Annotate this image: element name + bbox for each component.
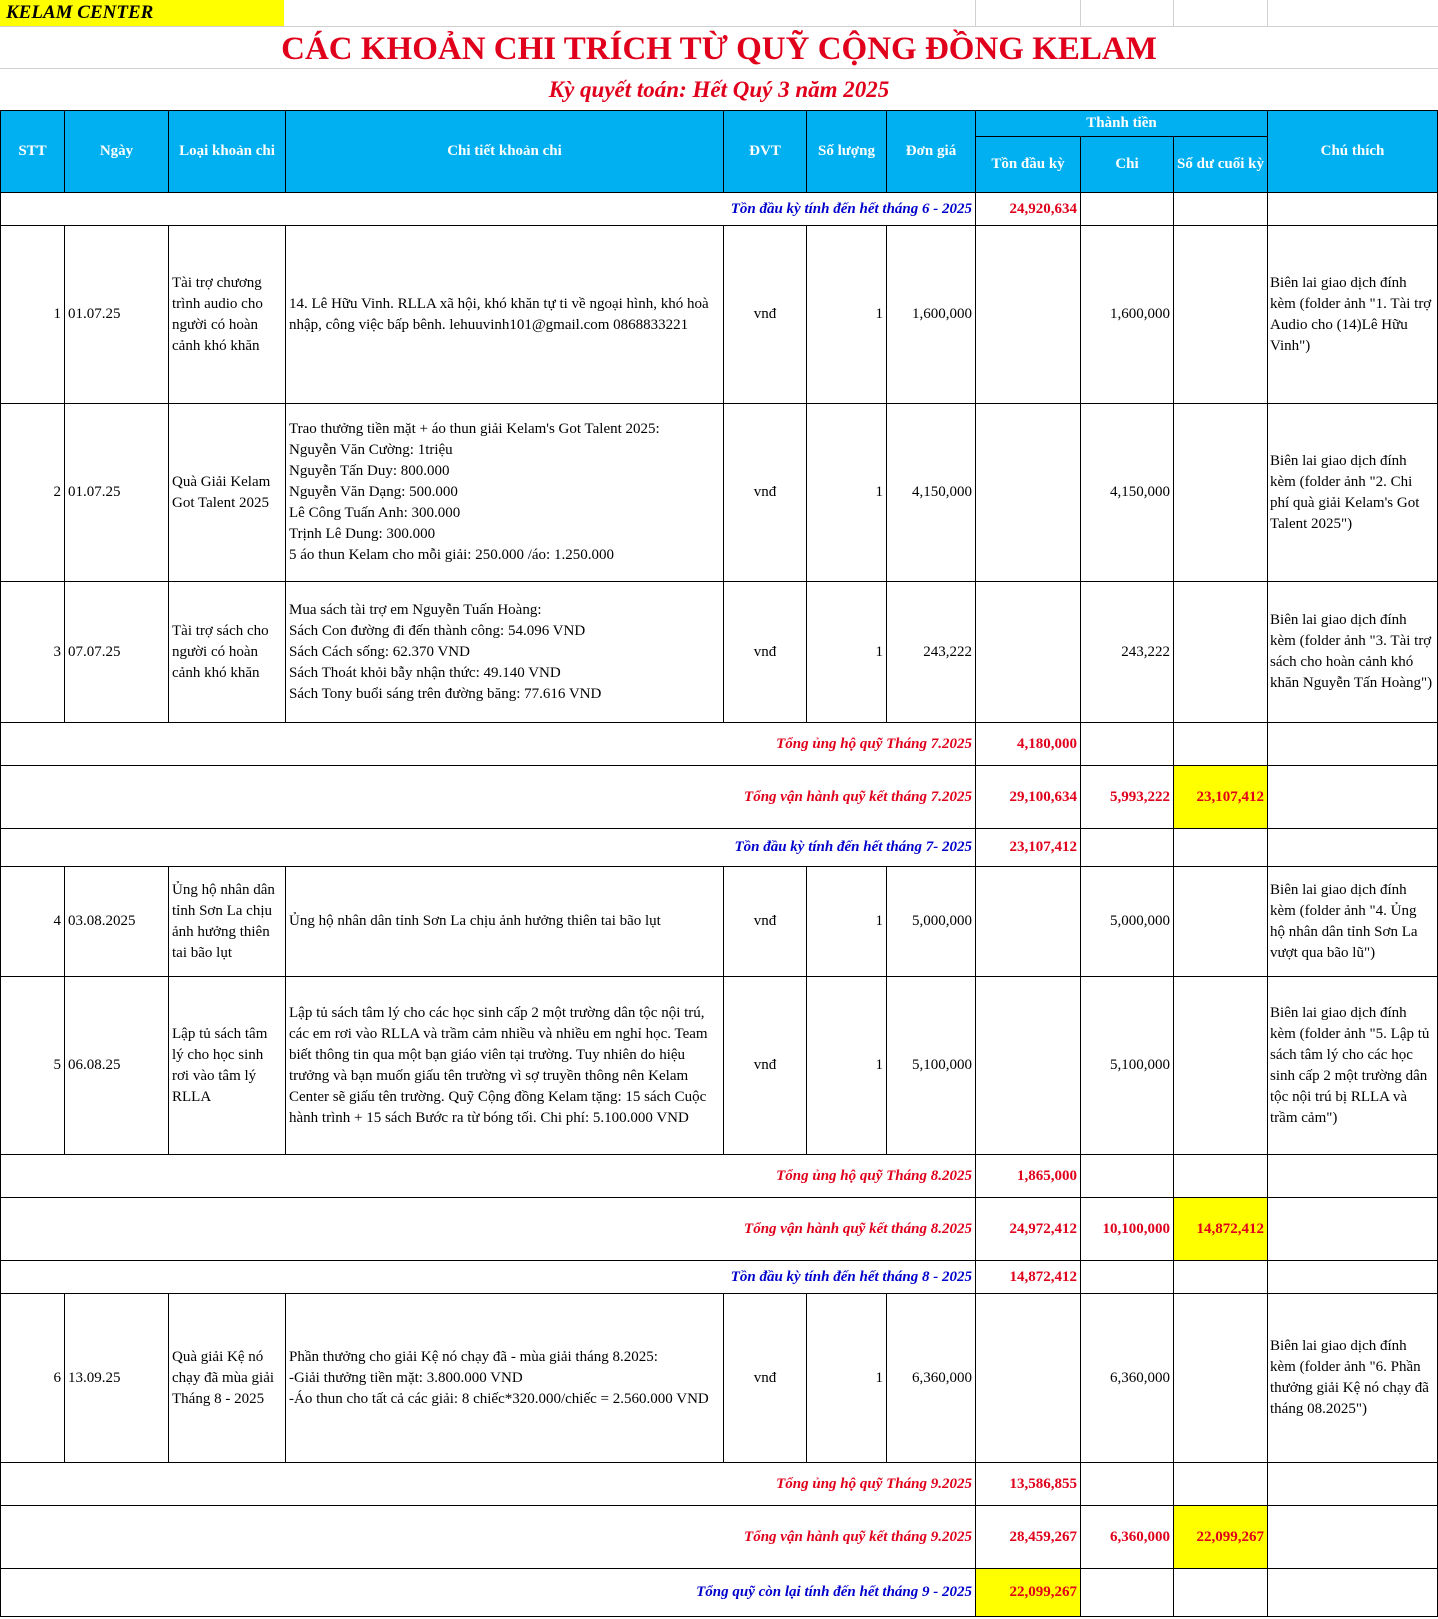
unit-cell: vnđ bbox=[724, 582, 807, 723]
operation-closing: 22,099,267 bbox=[1174, 1506, 1268, 1569]
stt-cell: 3 bbox=[1, 582, 65, 723]
grid-line bbox=[975, 0, 976, 26]
type-cell: Tài trợ chương trình audio cho người có hoàn cảnh khó khăn bbox=[169, 226, 286, 404]
opening-label: Tồn đầu kỳ tính đến hết tháng 6 - 2025 bbox=[1, 193, 976, 226]
opening-balance-row bbox=[1, 1261, 1438, 1294]
opening-balance-row bbox=[1, 193, 1438, 226]
unit-cell: vnđ bbox=[724, 1294, 807, 1463]
header-spent: Chi bbox=[1081, 137, 1174, 193]
note-cell: Biên lai giao dịch đính kèm (folder ảnh "3. Tài trợ sách cho hoàn cảnh khó khăn Nguyễn Tấn Hoàng") bbox=[1268, 582, 1438, 723]
table-row bbox=[1, 977, 1438, 1155]
unit-cell: vnđ bbox=[724, 867, 807, 977]
expense-table bbox=[0, 110, 1438, 1617]
qty-cell: 1 bbox=[807, 404, 887, 582]
support-value: 4,180,000 bbox=[976, 723, 1081, 766]
unit-cell: vnđ bbox=[724, 977, 807, 1155]
header-unit-price: Đơn giá bbox=[887, 111, 976, 193]
spent-cell: 1,600,000 bbox=[1081, 226, 1174, 404]
support-value: 1,865,000 bbox=[976, 1155, 1081, 1198]
date-cell: 01.07.25 bbox=[65, 404, 169, 582]
note-cell: Biên lai giao dịch đính kèm (folder ảnh "5. Lập tủ sách tâm lý cho các học sinh cấp 2 một trường dân tộc nội trú bị RLLA và trầm cảm") bbox=[1268, 977, 1438, 1155]
grid-line bbox=[1267, 0, 1268, 26]
operation-spent: 5,993,222 bbox=[1081, 766, 1174, 829]
detail-cell: Lập tủ sách tâm lý cho các học sinh cấp 2 một trường dân tộc nội trú, các em rơi vào RLLA và trầm cảm nhiều và nhiều em nghỉ học. Team biết thông tin qua một bạn giáo viên tại trường. Tuy nhiên do hiệu trưởng và bạn muốn giấu tên trường vì sợ truyền thông nên Kelam Center sẽ giấu tên trường. Quỹ Cộng đồng Kelam tặng: 15 sách Cuộc hành trình + 15 sách Bước ra từ bóng tối. Chi phí: 5.100.000 VND bbox=[286, 977, 724, 1155]
detail-cell: Ủng hộ nhân dân tỉnh Sơn La chịu ảnh hưởng thiên tai bão lụt bbox=[286, 867, 724, 977]
operation-closing: 23,107,412 bbox=[1174, 766, 1268, 829]
date-cell: 06.08.25 bbox=[65, 977, 169, 1155]
date-cell: 03.08.2025 bbox=[65, 867, 169, 977]
spent-cell: 4,150,000 bbox=[1081, 404, 1174, 582]
brand-label: KELAM CENTER bbox=[0, 0, 284, 26]
spent-cell: 6,360,000 bbox=[1081, 1294, 1174, 1463]
opening-label: Tồn đầu kỳ tính đến hết tháng 8 - 2025 bbox=[1, 1261, 976, 1294]
date-cell: 07.07.25 bbox=[65, 582, 169, 723]
operation-spent: 10,100,000 bbox=[1081, 1198, 1174, 1261]
type-cell: Lập tủ sách tâm lý cho học sinh rơi vào tâm lý RLLA bbox=[169, 977, 286, 1155]
stt-cell: 5 bbox=[1, 977, 65, 1155]
spent-cell: 5,100,000 bbox=[1081, 977, 1174, 1155]
note-cell: Biên lai giao dịch đính kèm (folder ảnh "6. Phần thưởng giải Kệ nó chạy đã tháng 08.2025") bbox=[1268, 1294, 1438, 1463]
operation-row bbox=[1, 1198, 1438, 1261]
opening-value: 23,107,412 bbox=[976, 829, 1081, 867]
table-row bbox=[1, 1294, 1438, 1463]
header-note: Chú thích bbox=[1268, 111, 1438, 193]
qty-cell: 1 bbox=[807, 226, 887, 404]
qty-cell: 1 bbox=[807, 867, 887, 977]
date-cell: 01.07.25 bbox=[65, 226, 169, 404]
final-balance-row bbox=[1, 1569, 1438, 1617]
operation-opening: 29,100,634 bbox=[976, 766, 1081, 829]
detail-cell: Trao thưởng tiền mặt + áo thun giải Kelam's Got Talent 2025: Nguyễn Văn Cường: 1triệu Nguyễn Tấn Duy: 800.000 Nguyễn Văn Dạng: 500.000 Lê Công Tuấn Anh: 300.000 Trịnh Lê Dung: 300.000 5 áo thun Kelam cho mỗi giải: 250.000 /áo: 1.250.000 bbox=[286, 404, 724, 582]
support-label: Tổng ủng hộ quỹ Tháng 8.2025 bbox=[1, 1155, 976, 1198]
header-opening: Tồn đầu kỳ bbox=[976, 137, 1081, 193]
operation-spent: 6,360,000 bbox=[1081, 1506, 1174, 1569]
price-cell: 5,000,000 bbox=[887, 867, 976, 977]
support-label: Tổng ủng hộ quỹ Tháng 9.2025 bbox=[1, 1463, 976, 1506]
support-value: 13,586,855 bbox=[976, 1463, 1081, 1506]
grid-line bbox=[1173, 0, 1174, 26]
type-cell: Quà giải Kệ nó chạy đã mùa giải Tháng 8 - 2025 bbox=[169, 1294, 286, 1463]
header-closing: Số dư cuối kỳ bbox=[1174, 137, 1268, 193]
opening-value: 24,920,634 bbox=[976, 193, 1081, 226]
operation-closing: 14,872,412 bbox=[1174, 1198, 1268, 1261]
unit-cell: vnđ bbox=[724, 226, 807, 404]
price-cell: 5,100,000 bbox=[887, 977, 976, 1155]
price-cell: 243,222 bbox=[887, 582, 976, 723]
operation-label: Tổng vận hành quỹ kết tháng 7.2025 bbox=[1, 766, 976, 829]
header-quantity: Số lượng bbox=[807, 111, 887, 193]
header-stt: STT bbox=[1, 111, 65, 193]
detail-cell: Phần thưởng cho giải Kệ nó chạy đã - mùa giải tháng 8.2025: -Giải thưởng tiền mặt: 3.800.000 VND -Áo thun cho tất cả các giải: 8 chiếc*320.000/chiếc = 2.560.000 VND bbox=[286, 1294, 724, 1463]
support-label: Tổng ủng hộ quỹ Tháng 7.2025 bbox=[1, 723, 976, 766]
operation-row bbox=[1, 1506, 1438, 1569]
header-date: Ngày bbox=[65, 111, 169, 193]
price-cell: 4,150,000 bbox=[887, 404, 976, 582]
operation-row bbox=[1, 766, 1438, 829]
operation-opening: 24,972,412 bbox=[976, 1198, 1081, 1261]
qty-cell: 1 bbox=[807, 582, 887, 723]
note-cell: Biên lai giao dịch đính kèm (folder ảnh "4. Ủng hộ nhân dân tỉnh Sơn La vượt qua bão lũ") bbox=[1268, 867, 1438, 977]
opening-value: 14,872,412 bbox=[976, 1261, 1081, 1294]
header-amount: Thành tiền bbox=[976, 111, 1268, 137]
type-cell: Quà Giải Kelam Got Talent 2025 bbox=[169, 404, 286, 582]
support-row bbox=[1, 1463, 1438, 1506]
unit-cell: vnđ bbox=[724, 404, 807, 582]
header-type: Loại khoản chi bbox=[169, 111, 286, 193]
page-title: CÁC KHOẢN CHI TRÍCH TỪ QUỸ CỘNG ĐỒNG KELAM bbox=[281, 31, 1157, 67]
page-subtitle: Kỳ quyết toán: Hết Quý 3 năm 2025 bbox=[548, 77, 890, 102]
table-row bbox=[1, 867, 1438, 977]
grid-line bbox=[0, 26, 1438, 27]
grid-line bbox=[0, 68, 1438, 69]
stt-cell: 1 bbox=[1, 226, 65, 404]
qty-cell: 1 bbox=[807, 977, 887, 1155]
date-cell: 13.09.25 bbox=[65, 1294, 169, 1463]
operation-label: Tổng vận hành quỹ kết tháng 9.2025 bbox=[1, 1506, 976, 1569]
stt-cell: 6 bbox=[1, 1294, 65, 1463]
qty-cell: 1 bbox=[807, 1294, 887, 1463]
grid-line bbox=[1080, 0, 1081, 26]
detail-cell: 14. Lê Hữu Vinh. RLLA xã hội, khó khăn tự ti về ngoại hình, khó hoà nhập, công việc bấp bênh. lehuuvinh101@gmail.com 0868833221 bbox=[286, 226, 724, 404]
note-cell: Biên lai giao dịch đính kèm (folder ảnh "1. Tài trợ Audio cho (14)Lê Hữu Vinh") bbox=[1268, 226, 1438, 404]
spent-cell: 243,222 bbox=[1081, 582, 1174, 723]
final-value: 22,099,267 bbox=[976, 1569, 1081, 1617]
table-row bbox=[1, 404, 1438, 582]
table-row bbox=[1, 226, 1438, 404]
type-cell: Tài trợ sách cho người có hoàn cảnh khó khăn bbox=[169, 582, 286, 723]
price-cell: 1,600,000 bbox=[887, 226, 976, 404]
final-label: Tổng quỹ còn lại tính đến hết tháng 9 - 2025 bbox=[1, 1569, 976, 1617]
note-cell: Biên lai giao dịch đính kèm (folder ảnh "2. Chi phí quà giải Kelam's Got Talent 2025") bbox=[1268, 404, 1438, 582]
operation-opening: 28,459,267 bbox=[976, 1506, 1081, 1569]
support-row bbox=[1, 1155, 1438, 1198]
detail-cell: Mua sách tài trợ em Nguyễn Tuấn Hoàng: Sách Con đường đi đến thành công: 54.096 VND Sách Cách sống: 62.370 VND Sách Thoát khỏi bẫy nhận thức: 49.140 VND Sách Tony buổi sáng trên đường băng: 77.616 VND bbox=[286, 582, 724, 723]
header-detail: Chi tiết khoản chi bbox=[286, 111, 724, 193]
type-cell: Ủng hộ nhân dân tỉnh Sơn La chịu ảnh hưởng thiên tai bão lụt bbox=[169, 867, 286, 977]
opening-label: Tồn đầu kỳ tính đến hết tháng 7- 2025 bbox=[1, 829, 976, 867]
table-row bbox=[1, 582, 1438, 723]
header-unit: ĐVT bbox=[724, 111, 807, 193]
operation-label: Tổng vận hành quỹ kết tháng 8.2025 bbox=[1, 1198, 976, 1261]
price-cell: 6,360,000 bbox=[887, 1294, 976, 1463]
stt-cell: 2 bbox=[1, 404, 65, 582]
opening-balance-row bbox=[1, 829, 1438, 867]
stt-cell: 4 bbox=[1, 867, 65, 977]
spent-cell: 5,000,000 bbox=[1081, 867, 1174, 977]
support-row bbox=[1, 723, 1438, 766]
